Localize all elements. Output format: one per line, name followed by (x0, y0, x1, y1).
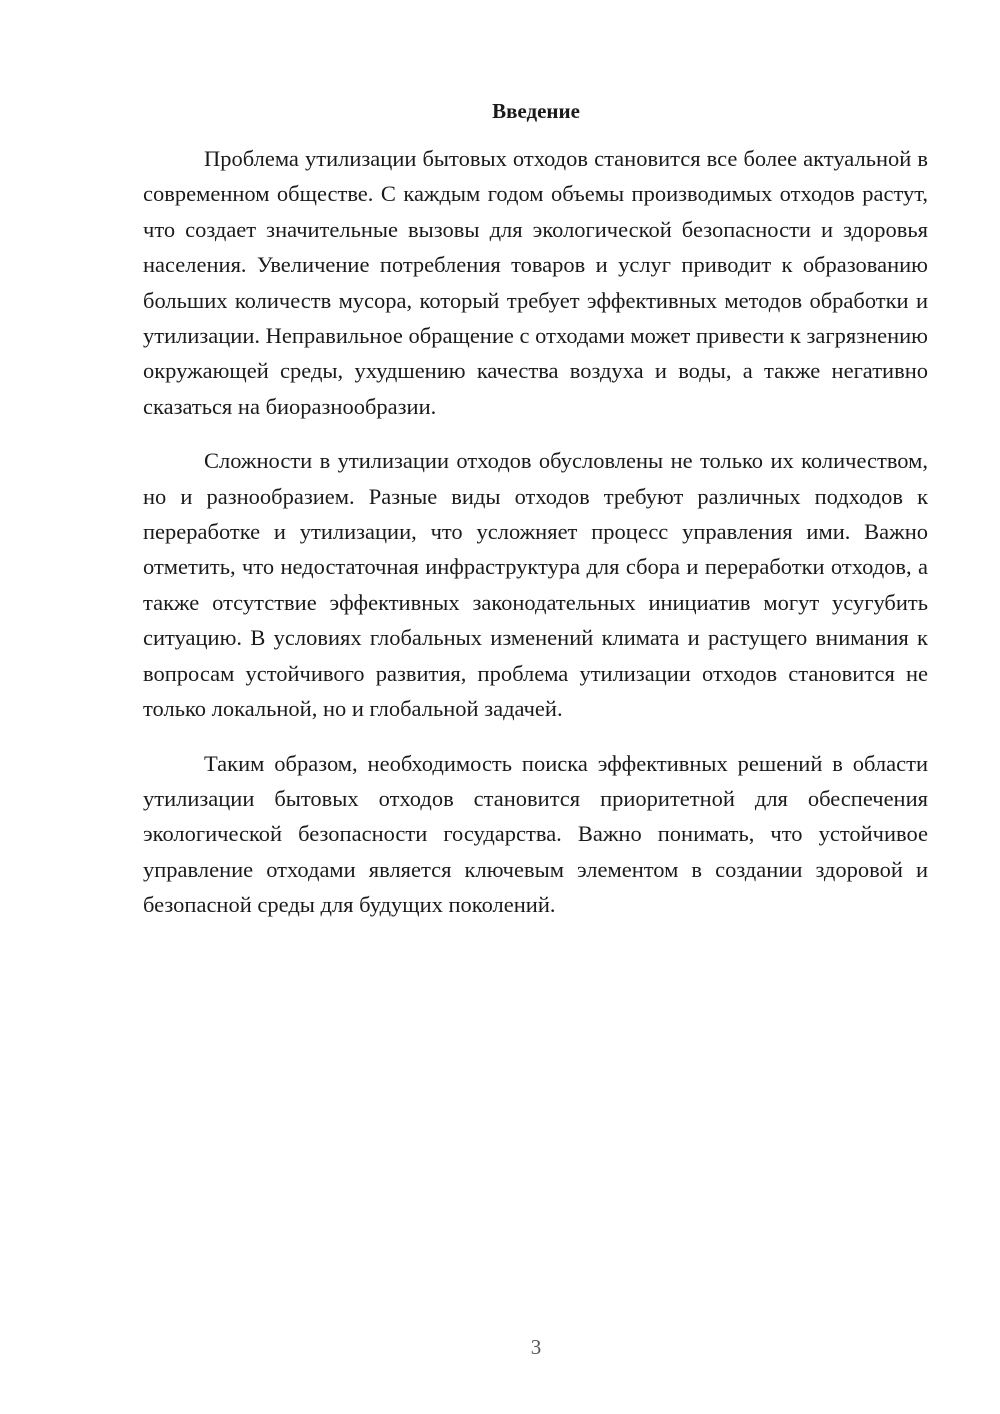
paragraph-3: Таким образом, необходимость поиска эффективных решений в области утилизации бытовых отходов становится приоритетной для обеспечения экологической безопасности государства. Важно понимать, что устойчивое управление отходами является ключевым элементом в создании здоровой и безопасной среды для будущих поколений. (143, 750, 928, 918)
page-number: 3 (530, 1335, 542, 1359)
paragraph-1: Проблема утилизации бытовых отходов становится все более актуальной в современном обществе. С каждым годом объемы производимых отходов растут, что создает значительные вызовы для экологической безопасности и здоровья населения. Увеличение потребления товаров и услуг приводит к образованию больших количеств мусора, который требует эффективных методов обработки и утилизации. Неправильное обращение с отходами может привести к загрязнению окружающей среды, ухудшению качества воздуха и воды, а также негативно сказаться на биоразнообразии. (143, 146, 928, 419)
paragraph-2: Сложности в утилизации отходов обусловлены не только их количеством, но и разнообразием. Разные виды отходов требуют различных подходов к переработке и утилизации, что усложняет процесс управления ими. Важно отметить, что недостаточная инфраструктура для сбора и переработки отходов, а также отсутствие эффективных законодательных инициатив могут усугубить ситуацию. В условиях глобальных изменений климата и растущего внимания к вопросам устойчивого развития, проблема утилизации отходов становится не только локальной, но и глобальной задачей. (143, 448, 928, 722)
body-text (143, 141, 928, 923)
page-title: Введение (492, 99, 580, 123)
